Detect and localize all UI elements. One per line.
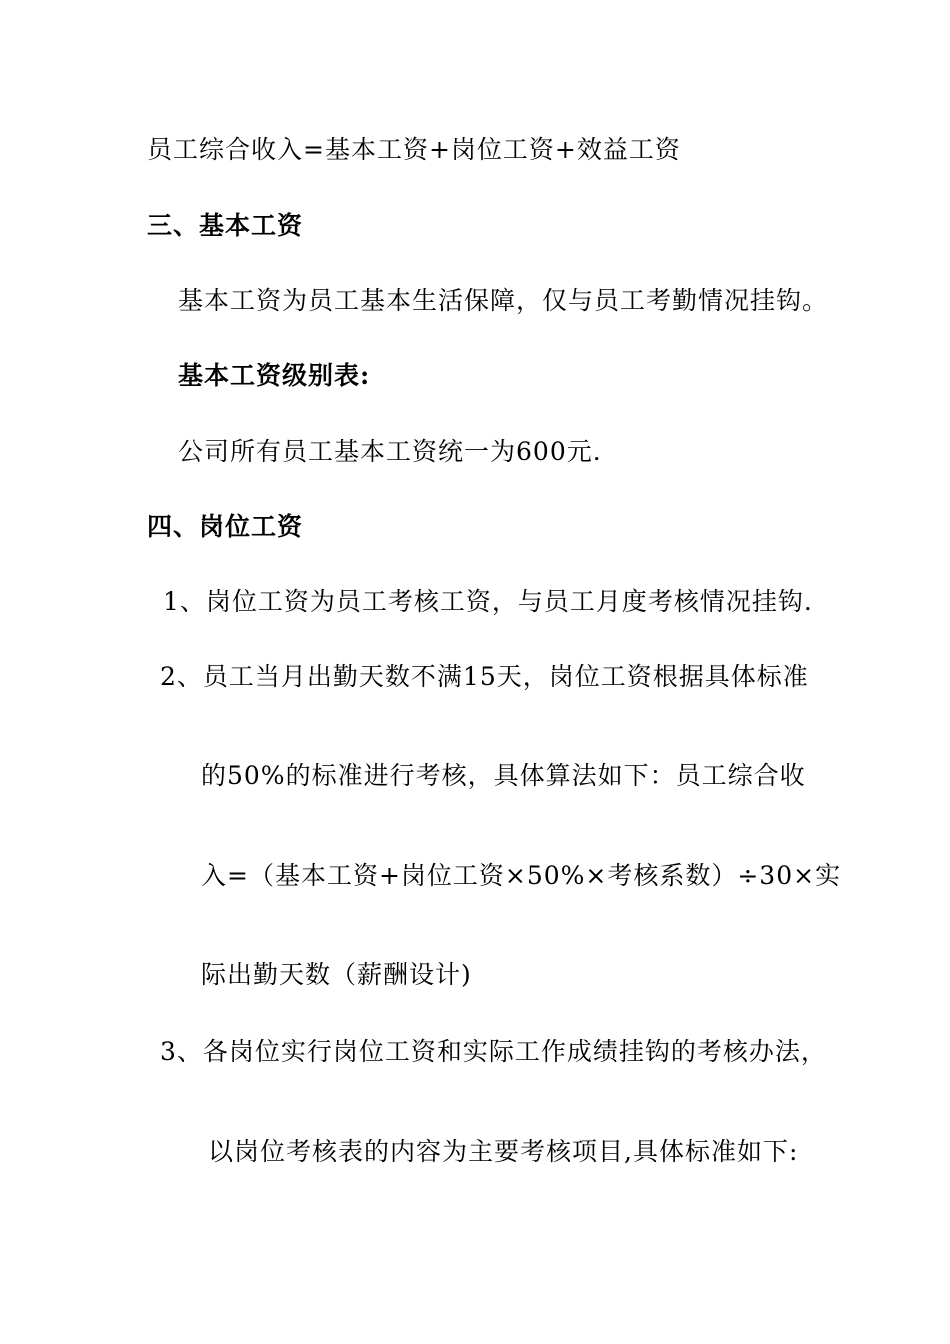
post-salary-item-2: 2、员工当月出勤天数不满15天，岗位工资根据具体标准 (160, 662, 809, 691)
basic-salary-amount-line: 公司所有员工基本工资统一为600元. (178, 437, 602, 466)
section-heading-post-salary: 四、岗位工资 (147, 512, 304, 541)
post-salary-item-3: 3、各岗位实行岗位工资和实际工作成绩挂钩的考核办法， (160, 1037, 827, 1066)
post-salary-item-2-cont-2: 入=（基本工资+岗位工资×50%×考核系数）÷30×实 (201, 861, 842, 890)
post-salary-item-2-cont-3: 际出勤天数（薪酬设计) (201, 960, 472, 989)
basic-salary-description: 基本工资为员工基本生活保障，仅与员工考勤情况挂钩。 (178, 286, 829, 315)
post-salary-item-3-cont: 以岗位考核表的内容为主要考核项目,具体标准如下: (208, 1137, 799, 1166)
post-salary-item-1: 1、岗位工资为员工考核工资，与员工月度考核情况挂钩. (163, 587, 813, 616)
section-heading-basic-salary: 三、基本工资 (147, 211, 304, 240)
basic-salary-table-heading: 基本工资级别表: (178, 361, 371, 390)
income-formula-line: 员工综合收入=基本工资+岗位工资+效益工资 (147, 135, 681, 164)
post-salary-item-2-cont-1: 的50%的标准进行考核，具体算法如下：员工综合收 (201, 761, 806, 790)
